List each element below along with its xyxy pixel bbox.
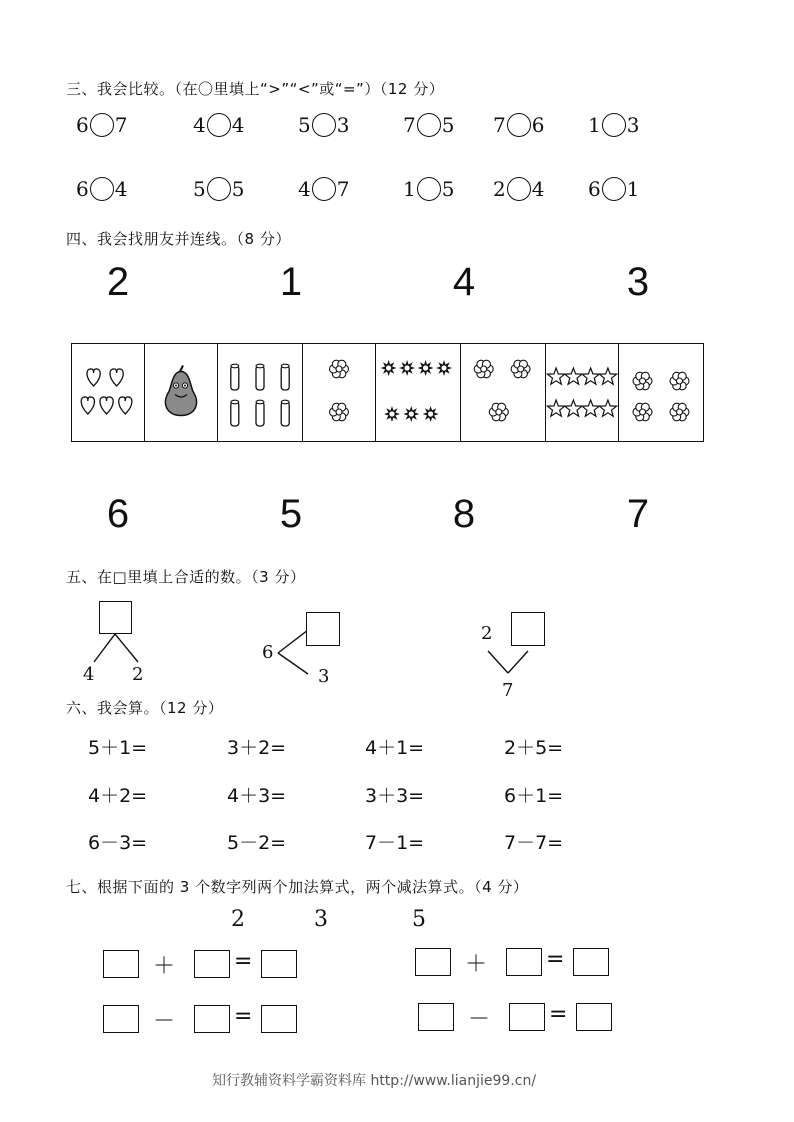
given-number: 5 (412, 907, 426, 932)
picture-table (71, 343, 704, 442)
compare-item (493, 113, 544, 137)
left-number: 7 (493, 113, 506, 137)
answer-circle[interactable] (602, 177, 626, 201)
answer-box[interactable] (573, 948, 609, 976)
calc-question[interactable]: 4＋3= (227, 785, 287, 807)
match-number[interactable]: 3 (626, 260, 650, 304)
whole-number: 7 (502, 680, 514, 701)
left-number: 6 (588, 177, 601, 201)
equals-sign: = (546, 947, 565, 972)
answer-box[interactable] (506, 948, 542, 976)
picture-cell[interactable] (461, 344, 546, 442)
answer-box[interactable] (509, 1003, 545, 1031)
compare-item (76, 113, 127, 137)
answer-box[interactable] (306, 612, 340, 646)
part-number: 2 (481, 623, 493, 644)
part-number: 3 (318, 666, 330, 687)
picture-cell[interactable] (376, 344, 461, 442)
plus-sign: ＋ (153, 954, 176, 979)
minus-sign: － (468, 1007, 491, 1032)
left-number: 1 (403, 177, 416, 201)
right-number: 4 (114, 177, 128, 201)
answer-circle[interactable] (507, 177, 531, 201)
answer-box[interactable] (415, 948, 451, 976)
left-number: 6 (76, 177, 89, 201)
picture-cell[interactable] (218, 344, 303, 442)
compare-item (588, 113, 639, 137)
flower-icon (461, 344, 545, 437)
right-number: 4 (531, 177, 545, 201)
right-number: 6 (531, 113, 545, 137)
left-number: 7 (403, 113, 416, 137)
answer-circle[interactable] (312, 113, 336, 137)
right-number: 1 (626, 177, 640, 201)
minus-sign: － (153, 1009, 176, 1034)
answer-box[interactable] (194, 950, 230, 978)
compare-item (193, 113, 244, 137)
answer-circle[interactable] (90, 113, 114, 137)
flower-icon (303, 344, 375, 437)
answer-circle[interactable] (507, 113, 531, 137)
calc-question[interactable]: 3＋2= (227, 737, 287, 759)
calc-question[interactable]: 4＋1= (365, 737, 425, 759)
calc-question[interactable]: 5＋1= (88, 737, 148, 759)
right-number: 5 (231, 177, 245, 201)
compare-item (76, 177, 127, 201)
given-number: 2 (231, 907, 245, 932)
answer-circle[interactable] (207, 113, 231, 137)
left-number: 5 (298, 113, 311, 137)
left-number: 6 (76, 113, 89, 137)
right-number: 7 (114, 113, 128, 137)
picture-cell[interactable] (546, 344, 619, 442)
match-number[interactable]: 2 (106, 260, 130, 304)
calc-question[interactable]: 3＋3= (365, 785, 425, 807)
section5-heading: 五、在□里填上合适的数。（3 分） (66, 568, 306, 586)
footer-text: 知行教辅资料学霸资料库 http://www.lianjie99.cn/ (212, 1073, 537, 1089)
compare-item (493, 177, 544, 201)
answer-circle[interactable] (417, 177, 441, 201)
section7-heading: 七、根据下面的 3 个数字列两个加法算式，两个减法算式。（4 分） (66, 878, 529, 896)
split-lines (80, 632, 150, 664)
compare-item (193, 177, 244, 201)
calc-question[interactable]: 6－3= (88, 832, 148, 854)
right-number: 5 (441, 177, 455, 201)
right-number: 3 (336, 113, 350, 137)
picture-cell[interactable] (619, 344, 704, 442)
equals-sign: = (234, 949, 253, 974)
answer-box[interactable] (576, 1003, 612, 1031)
match-number[interactable]: 7 (626, 492, 650, 536)
picture-cell[interactable] (145, 344, 218, 442)
answer-box[interactable] (418, 1003, 454, 1031)
plus-sign: ＋ (465, 952, 488, 977)
answer-box[interactable] (261, 1005, 297, 1033)
match-number[interactable]: 5 (279, 492, 303, 536)
part-number: 4 (83, 664, 95, 685)
star-icon (546, 344, 618, 437)
calc-question[interactable]: 5－2= (227, 832, 287, 854)
left-number: 2 (493, 177, 506, 201)
calc-question[interactable]: 7－7= (504, 832, 564, 854)
pear-icon (145, 344, 217, 437)
whole-number: 6 (262, 642, 274, 663)
match-number[interactable]: 4 (452, 260, 476, 304)
compare-item (403, 177, 454, 201)
compare-item (298, 177, 349, 201)
section3-heading: 三、我会比较。（在〇里填上“>”“<”或“=”）（12 分） (66, 80, 445, 98)
compare-item (588, 177, 639, 201)
compare-item (403, 113, 454, 137)
answer-circle[interactable] (312, 177, 336, 201)
part-number: 2 (132, 664, 144, 685)
compare-item (298, 113, 349, 137)
answer-box[interactable] (261, 950, 297, 978)
match-number[interactable]: 6 (106, 492, 130, 536)
left-number: 4 (298, 177, 311, 201)
calc-question[interactable]: 2＋5= (504, 737, 564, 759)
calc-question[interactable]: 4＋2= (88, 785, 148, 807)
merge-lines (484, 648, 534, 676)
right-number: 3 (626, 113, 640, 137)
cylinder-icon (218, 344, 302, 437)
picture-cell[interactable] (72, 344, 145, 442)
answer-circle[interactable] (417, 113, 441, 137)
right-number: 4 (231, 113, 245, 137)
right-number: 7 (336, 177, 350, 201)
left-number: 1 (588, 113, 601, 137)
match-number[interactable]: 1 (279, 260, 303, 304)
answer-box[interactable] (103, 950, 139, 978)
answer-box[interactable] (511, 612, 545, 646)
left-number: 5 (193, 177, 206, 201)
right-number: 5 (441, 113, 455, 137)
answer-box[interactable] (103, 1005, 139, 1033)
left-number: 4 (193, 113, 206, 137)
equals-sign: = (234, 1004, 253, 1029)
flower-icon (619, 344, 703, 437)
calc-question[interactable]: 7－1= (365, 832, 425, 854)
answer-circle[interactable] (90, 177, 114, 201)
sunburst-icon (376, 344, 460, 437)
equals-sign: = (549, 1002, 568, 1027)
answer-box[interactable] (194, 1005, 230, 1033)
answer-circle[interactable] (207, 177, 231, 201)
answer-box[interactable] (99, 601, 132, 634)
section6-heading: 六、我会算。（12 分） (66, 699, 224, 717)
match-number[interactable]: 8 (452, 492, 476, 536)
calc-question[interactable]: 6＋1= (504, 785, 564, 807)
heart-icon (72, 344, 144, 437)
section4-heading: 四、我会找朋友并连线。（8 分） (66, 230, 291, 248)
picture-cell[interactable] (303, 344, 376, 442)
given-number: 3 (314, 907, 328, 932)
answer-circle[interactable] (602, 113, 626, 137)
